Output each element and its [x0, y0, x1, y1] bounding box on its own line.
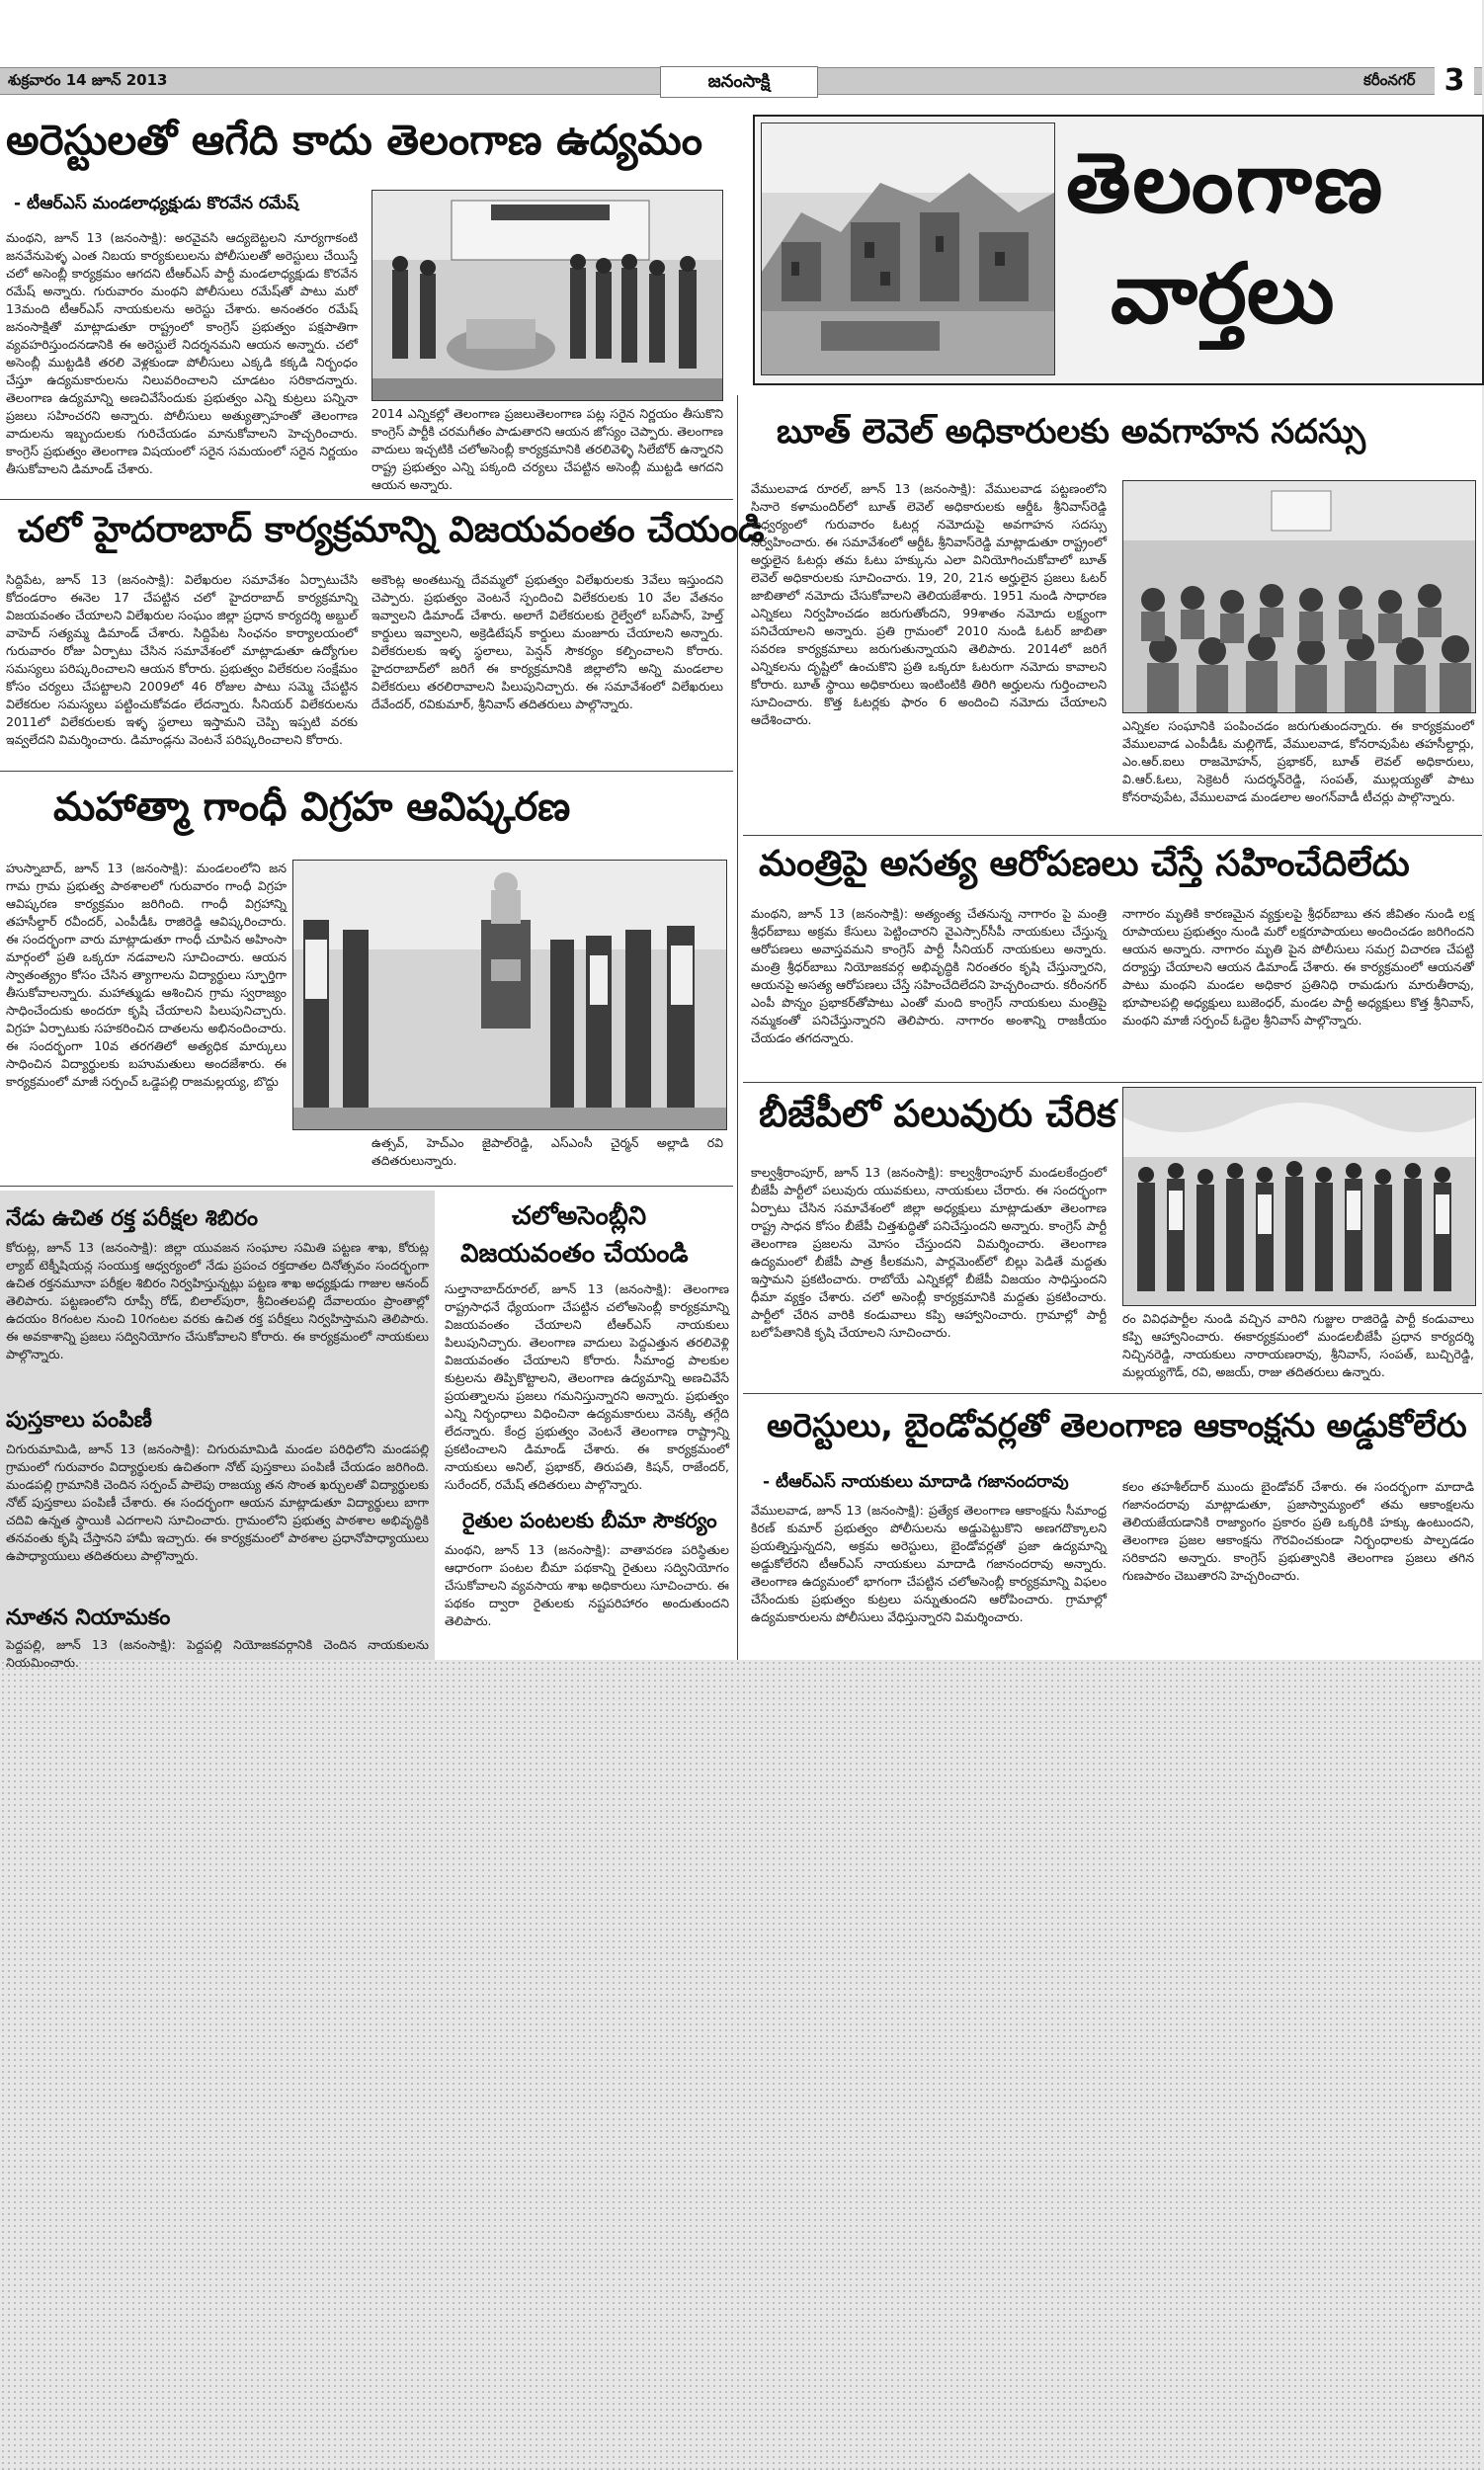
section-divider [743, 1393, 1482, 1394]
article-body-continued: నాగారం మృతికి కారణమైన వ్యక్తులపై శ్రీధర్‌బాబు తన జీవితం నుండి లక్ష రూపాయలు ప్రభుత్వం నుండి మరో లక్షరూపాయలు అందించడం జరిగిందని ఆయన అన్నారు. నాగారం మృతి పైన పోలీసులు సమగ్ర విచారణ చేపట్టి దర్యాప్తు చేయాలని ఆయన డిమాండ్‌ చేశారు. ఈ కార్యక్రమంలో ఆయనతో పాటు మంథని మండల అధికార ప్రతినిధి రామడుగు మారుతీరావు, భూపాలపల్లి అధ్యక్షులు బుజెంధర్‌, మండల పార్టీ అధ్యక్షులు కొత్త శ్రీనివాస్‌, మంథని మాజీ సర్పంచ్‌ ఓద్దెల శ్రీనివాస్‌ పాల్గొన్నారు. [1122, 906, 1474, 1028]
article-subheadline: - టీఆర్‌ఎస్‌ నాయకులు మాదాడి గజానందరావు [763, 1472, 1069, 1492]
protest-photo [371, 190, 723, 401]
section-divider [743, 835, 1482, 836]
article-headline: బూత్‌ లెవెల్‌ అధికారులకు అవగాహన సదస్సు [777, 412, 1366, 452]
article-body-continued: అకౌంట్ల అంతటున్న దేవమ్మలో ప్రభుత్వం విలేఖరులకు 3వేలు ఇస్తుందని చెప్పారు. ప్రభుత్వం వెంటనే స్పందించి విలేకరులకు 10 వేల వేతనం ఇవ్వాలని డిమాండ్‌ చేశారు. అలాగే విలేకరులకు రైల్వేలో బస్‌పాస్‌, హెల్త్‌ కార్డులు ఇవ్వాలని, అక్రెడిటేషన్‌ కార్డులు మంజూరు చేయాలని అన్నారు. విలేకరులకు ఇళ్ళ స్థలాలు, పెన్షన్‌ సౌకర్యం కల్పించాలని కోరారు. హైదరాబాద్‌లో జరిగే ఈ కార్యక్రమానికి జిల్లాలోని అన్ని మండలాల విలేకరులు తరలిరావాలని పిలుపునిచ్చారు. ఈ సమావేశంలో విలేఖరులు దేవేందర్‌, రవికుమార్‌, శ్రీనివాస్‌ తదితరులు పాల్గొన్నారు. [371, 572, 723, 711]
article-body-continued: 2014 ఎన్నికల్లో తెలంగాణ ప్రజలుతెలంగాణ పట్ల సరైన నిర్ణయం తీసుకొని కాంగ్రెస్‌ పార్టీకి చరమగీతం పాడుతారని ఆయన జోస్యం చెప్పారు. తెలంగాణ వాదులు ఇచ్చటికి చలోఅసెంబ్లీ కార్యక్రమానికి తరలివెళ్ళి సిలేబోర్ ఉన్నారని రాష్ట్ర ప్రభుత్వం ఎన్ని పక్కంది చర్యలు చేపట్టిన అసెంబ్లీ ముట్టడి ఆగదని ఆయన అన్నారు. [371, 406, 723, 492]
article-body: వేములవాడ, జూన్‌ 13 (జనంసాక్షి): ప్రత్యేక తెలంగాణ ఆకాంక్షను సీమాంధ్ర కిరణ్‌ కుమార్‌ ప్రభుత్వం పోలీసులను అడ్డుపెట్టుకొని అణగదొక్కాలని ప్రయత్నిస్తున్నదని, అక్రమ అరెస్టులు, బైండోవర్లతో ప్రజా ఉద్యమాన్ని అడ్డుకోలేరని టీఆర్‌ఎస్‌ నాయకులు మాదాడి గజానందరావు అన్నారు. తెలంగాణ ఉద్యమంలో భాగంగా చేపట్టిన చలోఅసెంబ్లీ కార్యక్రమాన్ని విఫలం చేసేందుకు ప్రభుత్వం కుట్రలు పన్నుతుందని ఆరోపించారు. గ్రామాల్లో ఉద్యమకారులను పోలీసులు వేధిస్తున్నారని విమర్శించారు. [751, 1503, 1107, 1624]
article-body: కాల్వశ్రీరాంపూర్‌, జూన్‌ 13 (జనంసాక్షి): కాల్వశ్రీరాంపూర్‌ మండలకేంద్రంలో బీజేపీ పార్టీలో పలువురు యువకులు, నాయకులు చేరారు. ఈ సందర్భంగా ఏర్పాటు చేసిన సమావేశంలో జిల్లా అధ్యక్షులు మాట్లాడుతూ తెలంగాణ రాష్ట్ర సాధన కోసం బీజేపీ చిత్తశుద్ధితో పనిచేస్తుందని అన్నారు. కాంగ్రెస్‌ పార్టీ తెలంగాణ ప్రజలను మోసం చేస్తుందని విమర్శించారు. తెలంగాణ ఉద్యమంలో బీజేపీ పాత్ర కీలకమని, పార్లమెంట్‌లో బిల్లు పెడితే మద్దతు ఇస్తామని ప్రకటించారు. రాబోయే ఎన్నికల్లో బీజేపీ విజయం సాధిస్తుందని ధీమా వ్యక్తం చేశారు. చలో అసెంబ్లీ కార్యక్రమానికి మద్దతు ప్రకటించారు. పార్టీలో చేరిన వారికి కండువాలు కప్పి ఆహ్వానించారు. గ్రామాల్లో పార్టీ బలోపేతానికి కృషి చేయాలని సూచించారు. [751, 1165, 1107, 1340]
article-headline: పుస్తకాలు పంపిణీ [6, 1408, 152, 1433]
article-headline: నేడు ఉచిత రక్త పరీక్షల శిబిరం [6, 1206, 259, 1231]
banner-title-line2: వార్తలు [1111, 245, 1335, 342]
article-body-continued: రం వివిధపార్టీల నుండి వచ్చిన వారిని గుజ్జుల రాజిరెడ్డి పార్టీ కండువాలు కప్పి ఆహ్వానించారు. ఈకార్యక్రమంలో మండలబీజేపీ ప్రధాన కార్యదర్శి నిచ్చినరెడ్డి, నాయకులు నారాయణరావు, శ్రీనివాస్‌, సంపత్‌, బుచ్చిరెడ్డి, మల్లయ్యగౌడ్‌, రవి, అజయ్‌, రాజు తదితరులు ఉన్నారు. [1122, 1311, 1474, 1379]
article-headline: బీజేపీలో పలువురు చేరిక [759, 1092, 1116, 1135]
section-divider [0, 1186, 733, 1187]
article-body: సిద్దిపేట, జూన్‌ 13 (జనంసాక్షి): విలేఖరుల సమావేశం ఏర్పాటుచేసి కోదండరాం ఈనెల 17 చేపట్టిన చలో హైదరాబాద్‌ కార్యక్రమాన్ని విజయవంతం చేయాలని విలేఖరుల సంఘం జిల్లా ప్రధాన కార్యదర్శి అబ్దుల్‌ వాహెద్‌ సత్యమ్మ డిమాండ్‌ చేశారు. సిద్దిపేట సింఛనం కార్యాలయంలో గురువారం రోజు ఏర్పాటు చేసిన సమావేశంలో మాట్లాడుతూ ఉద్యోగుల సమస్యలు పరిష్కరించాలని ఆయన కోరారు. ప్రభుత్వం విలేకరుల సంక్షేమం కోసం చర్యలు చేపట్టాలని 2009లో 46 రోజుల పాటు సమ్మె చేపట్టిన విలేకరుల సమస్యలు పట్టించుకోవడం లేదన్నారు. సీనియర్‌ విలేకరులను 2011లో విలేకరులకు ఇళ్ళ స్థలాలు ఇస్తామని చెప్పి ఇప్పటి వరకు ఇవ్వలేదని విమర్శించారు. డిమాండ్లను వెంటనే పరిష్కరించాలని కోరారు. [6, 572, 358, 747]
article-headline: రైతుల పంటలకు బీమా సౌకర్యం [462, 1509, 717, 1532]
fort-ruins-photo [761, 123, 1055, 375]
article-headline: మంత్రిపై అసత్య ఆరోపణలు చేస్తే సహించేదిలేదు [759, 844, 1410, 884]
article-headline: అరెస్టులతో ఆగేది కాదు తెలంగాణ ఉద్యమం [6, 116, 702, 164]
column-divider [737, 395, 738, 1660]
article-body: మంథని, జూన్‌ 13 (జనంసాక్షి): వాతావరణ పరిస్థితుల ఆధారంగా పంటల బీమా పథకాన్ని రైతులు సద్వినియోగం చేసుకోవాలని వ్యవసాయ శాఖ అధికారులు సూచించారు. ఈ పథకం ద్వారా రైతులకు నష్టపరిహారం అందుతుందని తెలిపారు. [445, 1542, 729, 1628]
article-headline-line2: విజయవంతం చేయండి [460, 1239, 689, 1269]
article-body: సుల్తానాబాద్‌రూరల్‌, జూన్‌ 13 (జనంసాక్షి): తెలంగాణ రాష్ట్రసాధనే ధ్యేయంగా చేపట్టిన చలోఅసెంబ్లీ కార్యక్రమాన్ని విజయవంతం చేయాలని టీఆర్‌ఎస్‌ నాయకులు పిలుపునిచ్చారు. తెలంగాణ వాదులు పెద్దఎత్తున తరలివెళ్లి విజయవంతం చేయాలని కోరారు. సీమాంధ్ర పాలకుల కుట్రలను తిప్పికొట్టాలని, తెలంగాణ ఉద్యమాన్ని అణచివేసే ప్రయత్నాలను ప్రజలు గమనిస్తున్నారని అన్నారు. ప్రభుత్వం ఎన్ని నిర్బంధాలు విధించినా ఉద్యమకారులు వెనక్కి తగ్గేది లేదన్నారు. కేంద్ర ప్రభుత్వం వెంటనే తెలంగాణ రాష్ట్రాన్ని ప్రకటించాలని డిమాండ్‌ చేశారు. ఈ కార్యక్రమంలో నాయకులు అనిల్‌, ప్రభాకర్‌, తిరుపతి, కిషన్‌, రాజేందర్‌, సురేందర్‌, రమేష్‌ తదితరులు పాల్గొన్నారు. [445, 1281, 729, 1492]
article-headline: చలో హైదరాబాద్‌ కార్యక్రమాన్ని విజయవంతం చేయండి [18, 510, 765, 550]
article-body: పెద్దపల్లి, జూన్‌ 13 (జనంసాక్షి): పెద్దపల్లి నియోజకవర్గానికి చెందిన నాయకులను నియమించారు. [6, 1637, 429, 1670]
article-body-continued: కలం తహశీల్‌దార్‌ ముందు బైండోవర్‌ చేశారు. ఈ సందర్భంగా మాదాడి గజానందరావు మాట్లాడుతూ, ప్రజాస్వామ్యంలో తమ ఆకాంక్షలను తెలియజేయడానికి రాజ్యాంగం ప్రకారం ప్రతి ఒక్కరికి హక్కు ఉంటుందని, తెలంగాణ ప్రజల ఆకాంక్షను గౌరవించకుండా నిర్బంధాలకు పాల్పడడం సరికాదని అన్నారు. కాంగ్రెస్‌ ప్రభుత్వానికి తెలంగాణ ప్రజలు తగిన గుణపాఠం చెబుతారని హెచ్చరించారు. [1122, 1479, 1474, 1583]
statue-unveiling-photo [292, 860, 727, 1130]
meeting-audience-photo [1122, 480, 1476, 713]
party-joining-photo [1122, 1087, 1476, 1306]
article-body-continued: ఉత్సవ్‌, హెచ్‌ఎం జైపాల్‌రెడ్డి, ఎస్‌ఎంసీ చైర్మన్‌ అల్లాడి రవి తదితరులున్నారు. [371, 1135, 723, 1168]
article-body: హుస్నాబాద్‌, జూన్‌ 13 (జనంసాక్షి): మండలంలోని జన గామ గ్రామ ప్రభుత్వ పాఠశాలలో గురువారం గాంధీ విగ్రహ ఆవిష్కరణ కార్యక్రమం జరిగింది. గాంధీ విగ్రహాన్ని తహసీల్దార్‌ రవీందర్‌, ఎంపీడీఓ రాజిరెడ్డి ఆవిష్కరించారు. ఈ సందర్భంగా వారు మాట్లాడుతూ గాంధీ చూపిన అహింసా మార్గంలో ప్రతి ఒక్కరూ నడవాలని సూచించారు. ఆయన స్వాతంత్య్రం కోసం చేసిన త్యాగాలను విద్యార్థులు స్ఫూర్తిగా తీసుకోవాలన్నారు. మహాత్ముడు ఆశించిన గ్రామ స్వరాజ్యం సాధించేందుకు అందరూ కృషి చేయాలని పిలుపునిచ్చారు. విగ్రహ ఏర్పాటుకు సహకరించిన దాతలను అభినందించారు. ఈ సందర్భంగా 10వ తరగతిలో అత్యధిక మార్కులు సాధించిన విద్యార్థులకు బహుమతులు అందజేశారు. ఈ కార్యక్రమంలో మాజీ సర్పంచ్‌ ఒడ్డెపల్లి రాజమల్లయ్య, బొద్దు [6, 861, 287, 1089]
article-headline: మహాత్మా గాంధీ విగ్రహ ఆవిష్కరణ [53, 784, 571, 830]
masthead-logo: జనంసాక్షి [660, 66, 818, 98]
article-body-continued: ఎన్నికల సంఘానికి పంపించడం జరుగుతుందన్నారు. ఈ కార్యక్రమంలో వేములవాడ ఎంపీడీఓ మల్లిగౌడ్‌, వేములవాడ, కోనరావుపేట తహసీల్దార్లు, ఎం.ఆర్‌.ఐలు రాజమోహన్‌, ప్రభాకర్‌, బూత్‌ లెవల్‌ అధికారులు, వి.ఆర్‌.ఓలు, సెక్రెటరీ సుదర్శన్‌రెడ్డి, సంపత్‌, ముల్లయ్యతో పాటు కోనరావుపేట, వేములవాడ మండలాల అంగన్‌వాడీ టీచర్లు పాల్గొన్నారు. [1122, 718, 1474, 804]
article-headline: చలోఅసెంబ్లీని [512, 1201, 647, 1231]
issue-date: శుక్రవారం 14 జూన్ 2013 [8, 71, 168, 89]
page-header [0, 63, 1482, 98]
article-body: వేములవాడ రూరల్‌, జూన్‌ 13 (జనంసాక్షి): వేములవాడ పట్టణంలోని సినారె కళామందిర్‌లో బూత్‌ లెవెల్‌ అధికారులకు ఆర్డీఓ శ్రీనివాస్‌రెడ్డి ఆధ్వర్యంలో గురువారం ఓటర్ల నమోదుపై అవగాహన సదస్సు నిర్వహించారు. ఈ సమావేశంలో ఆర్డీఓ శ్రీనివాస్‌రెడ్డి మాట్లాడుతూ రాష్ట్రంలో అర్హులైన ఓటర్లు తమ ఓటు హక్కును ఎలా వినియోగించుకోవాలో బూత్‌ లెవెల్‌ అధికారులకు సూచించారు. 19, 20, 21న అర్హులైన ప్రజలు ఓటర్‌ జాబితాలో నమోదు చేసుకోవాలని తెలియజేశారు. 1951 నుండి సాధారణ ఎన్నికలు నిర్వహించడం జరుగుతోందని, 99శాతం నమోదు లక్ష్యంగా పనిచేయాలని అన్నారు. ప్రతి గ్రామంలో 2010 నుండి ఓటర్‌ జాబితా సవరణ కార్యక్రమాలు జరుగుతున్నాయని తెలిపారు. 2014లో జరిగే ఎన్నికలను దృష్టిలో ఉంచుకొని ప్రతి ఒక్కరూ ఓటరుగా నమోదు కావాలని కోరారు. బూత్‌ స్థాయి అధికారులు ఇంటింటికి తిరిగి అర్హులను గుర్తించాలని సూచించారు. కొత్త ఓటర్లకు ఫారం 6 అందించి నమోదు చేయాలని ఆదేశించారు. [751, 481, 1107, 727]
edition-name: కరీంనగర్ [1363, 71, 1416, 89]
article-body: చిగురుమామిడి, జూన్‌ 13 (జనంసాక్షి): చిగురుమామిడి మండల పరిధిలోని మండపల్లి గ్రామంలో గురువారం విద్యార్థులకు ఉచితంగా నోట్‌ పుస్తకాలు పంపిణీ చేయడం జరిగింది. మండపల్లి గ్రామానికి చెందిన సర్పంచ్‌ పాలెపు రాజయ్య తన సొంత ఖర్చులతో విద్యార్థులకు నోట్‌ పుస్తకాలు పంపిణీ చేశారు. ఈ సందర్భంగా ఆయన మాట్లాడుతూ విద్యార్థులు బాగా చదివి ఉన్నత స్థాయికి ఎదగాలని సూచించారు. గ్రామంలోని ప్రభుత్వ పాఠశాల అభివృద్ధికి తనవంతు కృషి చేస్తానని హామీ ఇచ్చారు. ఈ కార్యక్రమంలో పాఠశాల ప్రధానోపాధ్యాయులు ఉపాధ్యాయులు తదితరులు పాల్గొన్నారు. [6, 1441, 429, 1563]
page-number: 3 [1435, 62, 1474, 100]
article-headline: నూతన నియామకం [6, 1606, 171, 1630]
banner-title-line1: తెలంగాణ [1066, 134, 1385, 231]
section-banner [753, 115, 1484, 385]
section-divider [0, 771, 733, 772]
article-headline: అరెస్టులు, బైండోవర్లతో తెలంగాణ ఆకాంక్షను అడ్డుకోలేరు [767, 1406, 1467, 1444]
article-body: మంథని, జూన్‌ 13 (జనంసాక్షి): అత్యంత్య చేతనున్న నాగారం పై మంత్రి శ్రీధర్‌బాబు అక్రమ కేసులు పెట్టించారని వైఎస్సార్‌సీపీ నాయకులు చేస్తున్న ఆరోపణలు అవాస్తవమని కాంగ్రెస్‌ పార్టీ సీనియర్‌ నాయకులు అన్నారు. మంత్రి శ్రీధర్‌బాబు నియోజకవర్గ అభివృద్ధికి నిరంతరం కృషి చేస్తున్నారని, ఆయనపై అసత్య ఆరోపణలు చేస్తే సహించేదిలేదని హెచ్చరించారు. కరీంనగర్‌ ఎంపీ పొన్నం ప్రభాకర్‌తోపాటు ఎంతో మంది కాంగ్రెస్‌ నాయకులు మంత్రిపై నమ్మకంతో పనిచేస్తున్నారని తెలిపారు. నాగారం అంశాన్ని రాజకీయం చేయడం తగదన్నారు. [751, 906, 1107, 1045]
article-body: కోరుట్ల, జూన్‌ 13 (జనంసాక్షి): జిల్లా యువజన సంఘాల సమితి పట్టణ శాఖ, కోరుట్ల ల్యాబ్‌ టెక్నీషియన్ల సంయుక్త ఆధ్వర్యంలో నేడు ప్రపంచ రక్తదాతల దినోత్సవం సందర్భంగా ఉచిత రక్తనమూనా పరీక్షల శిబిరం నిర్వహిస్తున్నట్లు పట్టణ శాఖ అధ్యక్షుడు గాజుల ఆనంద్‌ తెలిపారు. పట్టణంలోని రూప్సీ రోడ్‌, బిలాల్‌పురా, శ్రీచింతలపల్లి దేవాలయం ప్రాంతాల్లో ఉదయం 8గంటల నుంచి 10గంటల వరకు ఉచిత రక్త పరీక్షలు నిర్వహిస్తామని తెలిపారు. ఈ అవకాశాన్ని ప్రజలు సద్వినియోగం చేసుకోవాలని కోరారు. ఈ కార్యక్రమంలో నాయకులు పాల్గొన్నారు. [6, 1240, 429, 1361]
section-divider [743, 1082, 1482, 1083]
article-body: మంథని, జూన్‌ 13 (జనంసాక్షి): అరవైవసి ఆద్యబెట్టలని నూర్యగాకంటి జనవేనుపెళ్ళ ఎంత నిబయ కార్యకులులను పోలీసులతో అరెస్టులు చేయిస్తే చలో అసెంబ్లీ కార్యక్రమం ఆగదని టీఆర్‌ఎస్‌ పార్టీ మండలాధ్యక్షుడు కొరవేన రమేష్‌ అన్నారు. గురువారం మంథని పోలీసులు రమేష్‌తో పాటు మరో 13మంది టీఆర్‌ఎస్‌ నాయకులను అరెస్టు చేశారు. అనంతరం రమేష్‌ జనంసాక్షితో మాట్లాడుతూ రాష్ట్రంలో కాంగ్రెస్‌ ప్రభుత్వం పక్షపాతిగా వ్యవహరిస్తుందనడానికి ఈ అరెస్టులే నిదర్శనమని ఆయన అన్నారు. చలో అసెంబ్లీ ముట్టడికి తరలి వెళ్లకుండా పోలీసులు ఎక్కడి కక్కడి నిర్బంధం చేస్తూ ఉద్యమకారులను నిలువరించాలని చూడటం సరికాదన్నారు. తెలంగాణ ఉద్యమాన్ని అణచివేసేందుకు ప్రభుత్వం ఎన్ని కుట్రలు పన్నినా ప్రజలు సహించరని అన్నారు. పోలీసులు అత్యుత్సాహంతో తెలంగాణ వాదులను ఇబ్బందులకు గురిచేయడం మానుకోవాలని హెచ్చరించారు. కాంగ్రెస్‌ ప్రభుత్వం తెలంగాణ విషయంలో సరైన సమయంలో సరైన నిర్ణయం తీసుకోవాలని డిమాండ్‌ చేశారు. [6, 230, 358, 476]
section-divider [0, 499, 733, 500]
article-subheadline: - టీఆర్‌ఎస్‌ మండలాధ్యక్షుడు కొరవేన రమేష్‌ [14, 194, 299, 213]
